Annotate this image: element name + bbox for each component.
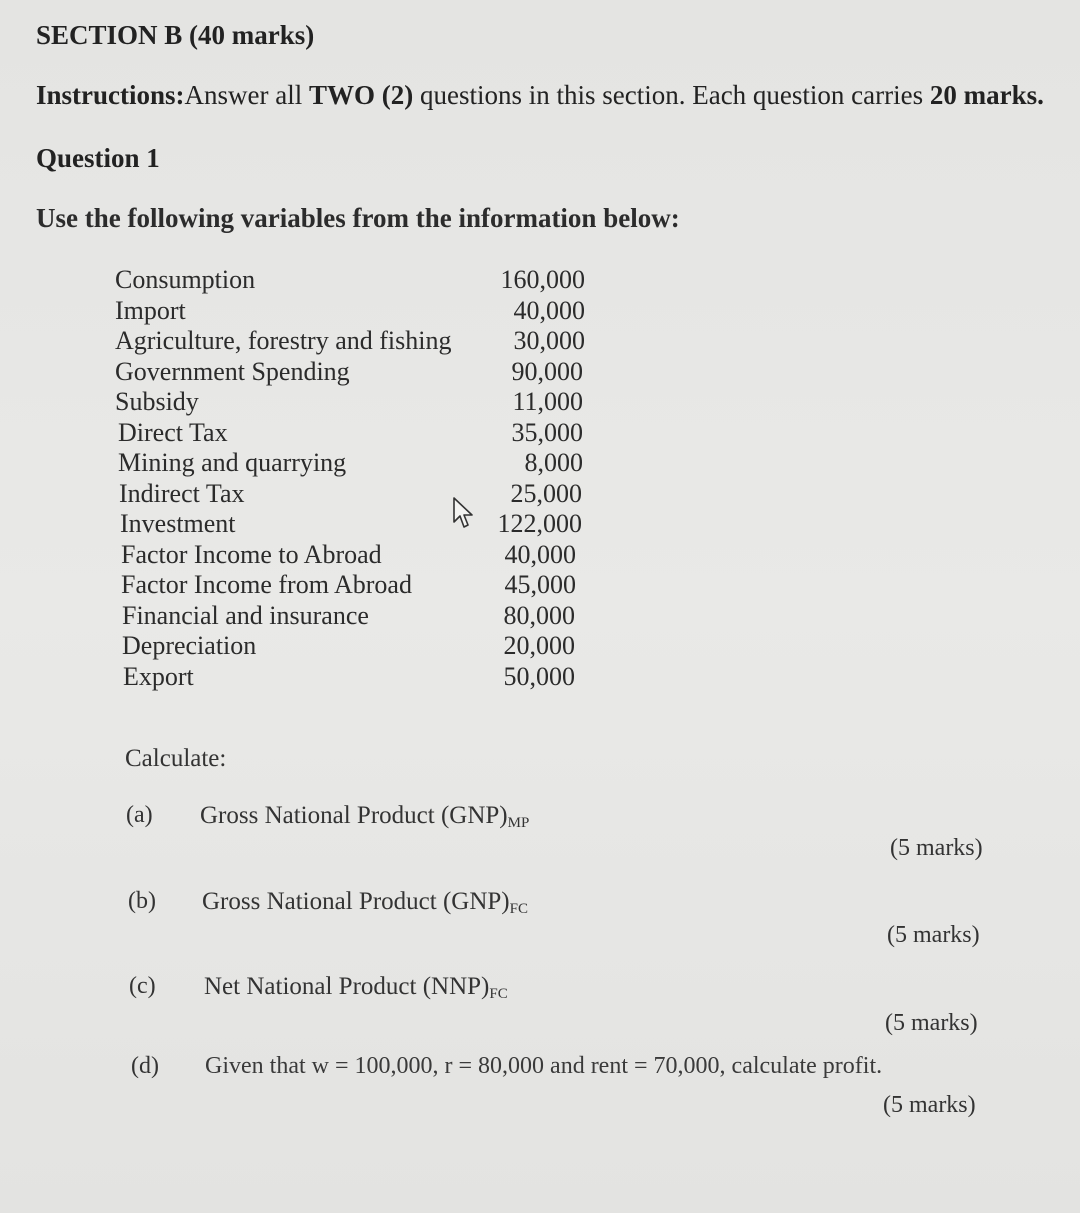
variable-value: 35,000: [511, 417, 583, 447]
question-prompt: Use the following variables from the information below:: [36, 203, 680, 233]
variable-value: 20,000: [503, 631, 575, 660]
variable-label: Factor Income from Abroad: [121, 570, 412, 599]
variable-value: 40,000: [504, 539, 576, 569]
part-d-text: Given that w = 100,000, r = 80,000 and rent = 70,000, calculate profit.: [205, 1053, 883, 1079]
variable-label: Direct Tax: [118, 417, 228, 447]
part-b-marks: (5 marks): [887, 922, 980, 948]
part-c-letter: (c): [129, 973, 156, 999]
variable-value: 8,000: [524, 448, 583, 477]
part-c-text: [204, 973, 508, 1003]
variable-label: Export: [123, 661, 194, 691]
variable-value: 122,000: [497, 509, 582, 538]
part-a-letter: (a): [126, 802, 153, 828]
part-c-marks: (5 marks): [885, 1010, 978, 1036]
variable-value: 80,000: [503, 600, 575, 630]
variable-value: 160,000: [500, 265, 585, 294]
part-d-letter: (d): [131, 1053, 159, 1079]
variable-label: Government Spending: [115, 356, 350, 386]
variable-label: Investment: [120, 509, 236, 538]
instructions-label: Instructions:: [36, 80, 185, 110]
part-b-letter: (b): [128, 888, 156, 914]
instructions-two: TWO (2): [308, 80, 414, 110]
variable-label: Depreciation: [122, 631, 257, 660]
mouse-pointer-icon: [452, 496, 474, 530]
instructions-text-before: Answer all: [184, 80, 309, 110]
question-title: Question 1: [36, 143, 160, 173]
part-c-description: Net National Product (NNP): [204, 973, 490, 1000]
variable-label: Agriculture, forestry and fishing: [115, 326, 452, 355]
part-b-subscript: FC: [509, 901, 528, 917]
section-title: SECTION B (40 marks): [36, 20, 315, 50]
variable-row: [115, 296, 595, 327]
calculate-label: Calculate:: [125, 745, 227, 772]
variable-label: Subsidy: [115, 387, 199, 416]
part-b-description: Gross National Product (GNP): [202, 888, 510, 915]
variable-label: Financial and insurance: [122, 600, 369, 630]
variable-label: Import: [115, 295, 186, 325]
variable-value: 25,000: [510, 478, 582, 508]
instructions-marks: 20 marks.: [929, 80, 1044, 110]
variable-value: 90,000: [511, 356, 583, 386]
instructions: [36, 80, 1044, 111]
variable-row: [115, 265, 595, 296]
instructions-text-middle: questions in this section. Each question carries: [413, 80, 930, 110]
part-a-text: [200, 802, 529, 832]
part-b-text: [202, 888, 528, 918]
part-a-marks: (5 marks): [890, 835, 983, 861]
variable-value: 30,000: [513, 326, 585, 355]
variable-row: [115, 418, 595, 449]
variable-row: [115, 631, 595, 662]
variable-row: [115, 601, 595, 632]
variable-label: Mining and quarrying: [118, 448, 347, 477]
variable-row: [115, 509, 595, 540]
variables-table: [115, 265, 595, 692]
part-d-marks: (5 marks): [883, 1092, 976, 1118]
variable-row: [115, 570, 595, 601]
variable-row: [115, 448, 595, 479]
variable-row: [115, 326, 595, 357]
variable-row: [115, 540, 595, 571]
variable-value: 50,000: [503, 661, 575, 691]
variable-row: [115, 387, 595, 418]
variable-label: Consumption: [115, 265, 256, 294]
variable-label: Indirect Tax: [119, 478, 245, 508]
variable-row: [115, 479, 595, 510]
variable-row: [115, 662, 595, 693]
variable-value: 45,000: [504, 570, 576, 599]
variable-value: 40,000: [513, 295, 585, 325]
part-a-description: Gross National Product (GNP): [200, 802, 508, 829]
variable-value: 11,000: [512, 387, 583, 416]
part-a-subscript: MP: [507, 815, 530, 831]
variable-row: [115, 357, 595, 388]
part-c-subscript: FC: [489, 986, 508, 1002]
variable-label: Factor Income to Abroad: [121, 539, 382, 569]
